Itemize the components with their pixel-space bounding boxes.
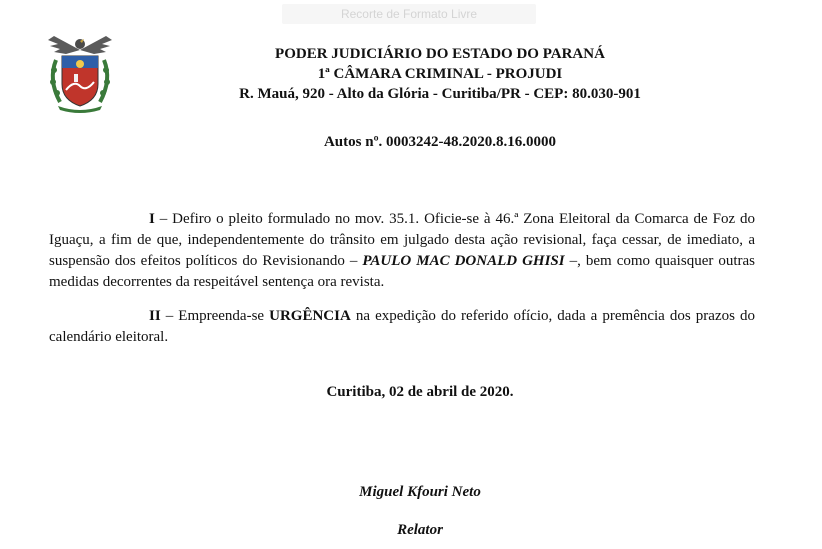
- paragraph-one-label: I: [149, 211, 155, 227]
- snip-mode-text: Recorte de Formato Livre: [340, 7, 478, 21]
- parana-coat-of-arms-icon: [44, 30, 116, 114]
- paragraph-one: [49, 209, 755, 293]
- snip-mode-label: [282, 4, 536, 24]
- court-address: R. Mauá, 920 - Alto da Glória - Curitiba/PR - CEP: 80.030-901: [239, 86, 641, 102]
- document-date: Curitiba, 02 de abril de 2020.: [326, 384, 514, 400]
- paragraph-one-text-b: –, bem como quaisquer outras medidas decorrentes da respeitável sentença ora revista.: [49, 253, 756, 290]
- paragraph-two-text-b: na expedição do referido ofício, dada a premência dos prazos do calendário eleitoral.: [49, 308, 755, 345]
- court-header: [190, 44, 690, 104]
- paragraph-one-text-a: – Defiro o pleito formulado no mov. 35.1. Oficie-se à 46.ª Zona Eleitoral da Comarca de Foz do Iguaçu, a fim de que, independentemente do trânsito em julgado desta ação revisional, faça cessar, de imediato, a suspensão dos efeitos políticos do Revisionando –: [49, 211, 755, 269]
- signer-name: Miguel Kfouri Neto: [359, 484, 481, 500]
- urgency-emphasis: URGÊNCIA: [269, 308, 351, 324]
- chamber-name: 1ª CÂMARA CRIMINAL - PROJUDI: [317, 66, 563, 82]
- case-number: Autos nº. 0003242-48.2020.8.16.0000: [323, 134, 557, 150]
- paragraph-two: [49, 306, 755, 348]
- signer-role: Relator: [397, 522, 443, 538]
- paragraph-two-label: II: [149, 308, 161, 324]
- court-name: PODER JUDICIÁRIO DO ESTADO DO PARANÁ: [275, 46, 605, 62]
- defendant-name: PAULO MAC DONALD GHISI: [362, 253, 565, 269]
- paragraph-two-text-a: – Empreenda-se: [160, 308, 270, 324]
